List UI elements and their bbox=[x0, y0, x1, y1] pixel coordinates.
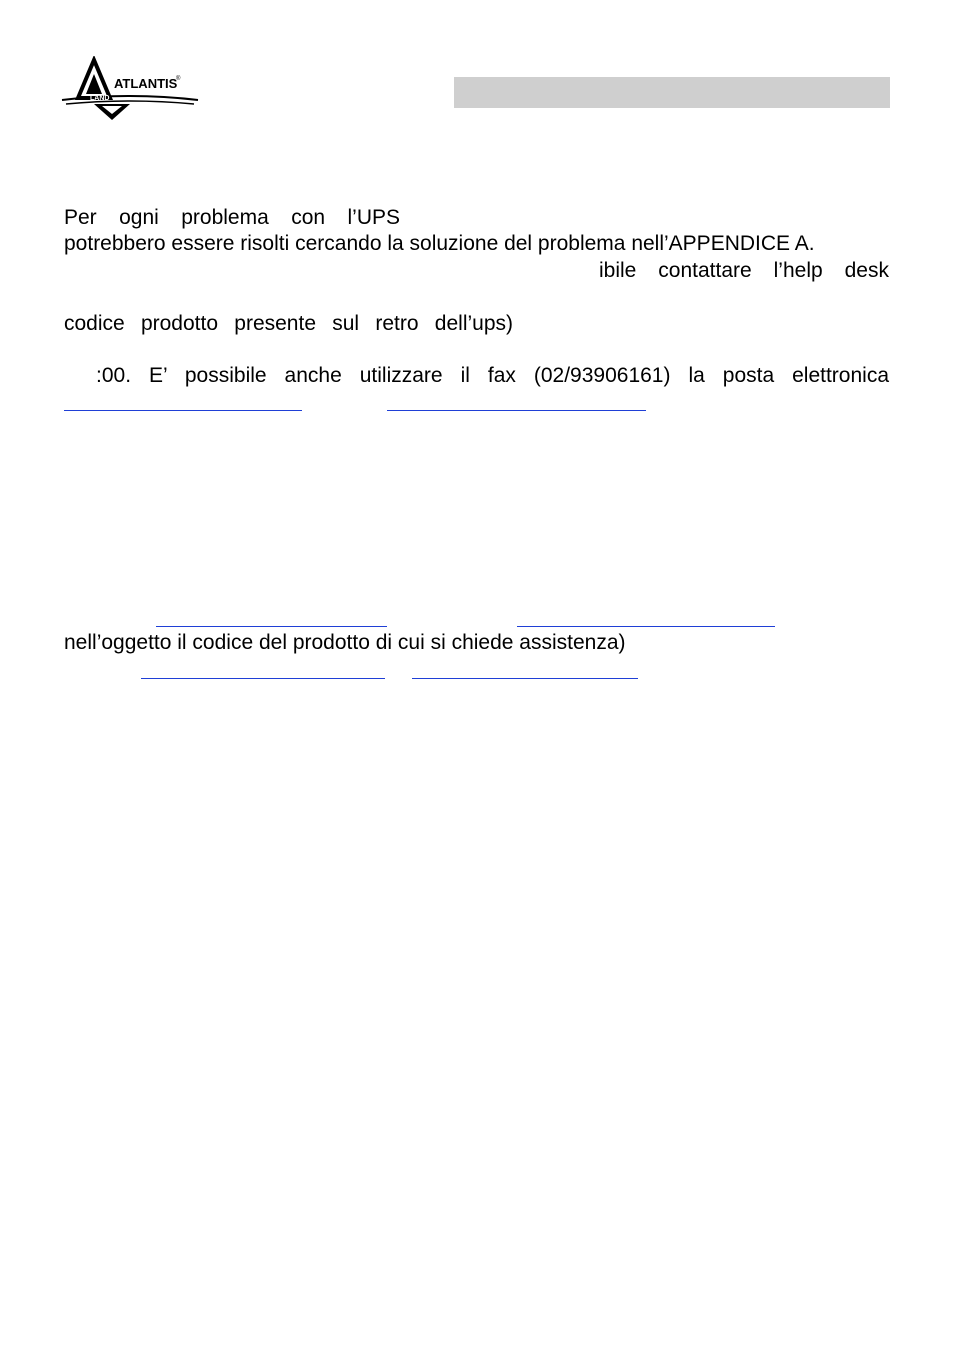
body-line-1: Per ogni problema con l’UPS bbox=[64, 206, 400, 229]
body-line-5: :00. E’ possibile anche utilizzare il fax (02/93906161) la posta elettronica bbox=[96, 364, 889, 387]
logo-registered-mark: ® bbox=[176, 76, 181, 82]
email-link-underline-3[interactable] bbox=[517, 626, 775, 627]
body-line-4: codice prodotto presente sul retro dell’ups) bbox=[64, 312, 513, 335]
logo-subtext: LAND bbox=[90, 95, 110, 102]
email-link-underline-2[interactable] bbox=[156, 626, 387, 627]
website-link-underline[interactable] bbox=[387, 410, 646, 411]
header-bar bbox=[454, 77, 890, 108]
link-underline-5[interactable] bbox=[412, 678, 638, 679]
body-line-6: nell’oggetto il codice del prodotto di cui si chiede assistenza) bbox=[64, 631, 626, 654]
email-link-underline[interactable] bbox=[64, 410, 302, 411]
logo-text: ATLANTIS bbox=[114, 76, 178, 91]
body-line-3: ibile contattare l’help desk bbox=[599, 259, 889, 282]
atlantis-land-logo bbox=[60, 56, 202, 122]
link-underline-4[interactable] bbox=[141, 678, 385, 679]
body-line-2: potrebbero essere risolti cercando la soluzione del problema nell’APPENDICE A. bbox=[64, 232, 815, 255]
